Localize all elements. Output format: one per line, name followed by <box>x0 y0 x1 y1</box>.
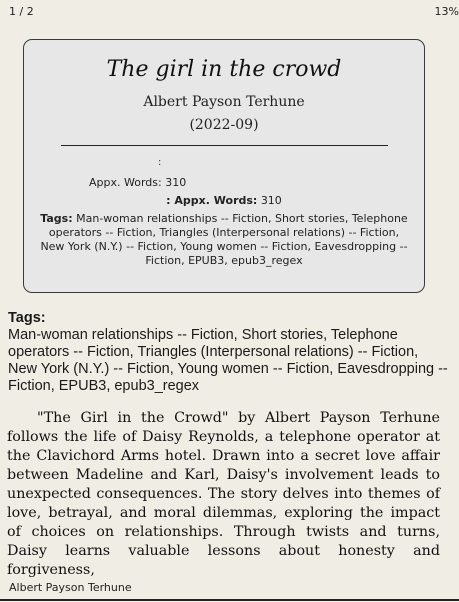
tags-heading: Tags: <box>8 310 46 326</box>
bottom-divider <box>0 599 459 601</box>
footer-author: Albert Payson Terhune <box>9 581 132 594</box>
word-count-strong <box>24 194 424 207</box>
tags-section <box>8 310 448 395</box>
card-tags-label: Tags: <box>40 212 73 225</box>
meta-separator: : <box>158 157 162 168</box>
book-title: The girl in the crowd <box>106 57 342 82</box>
word-count-label: Appx. Words: <box>89 176 162 189</box>
reader-status-bar <box>0 0 459 24</box>
divider <box>61 145 388 146</box>
tags-list: Man-woman relationships -- Fiction, Short stories, Telephone operators -- Fiction, Triangles (Interpersonal relations) -- Fiction, New York (N.Y.) -- Fiction, Young women -- Fiction, Eavesdropping -- Fiction, EPUB3, epub3_regex <box>8 327 448 394</box>
book-author: Albert Payson Terhune <box>143 94 305 110</box>
reading-progress-percent: 13% <box>434 5 459 18</box>
word-count-strong-value: 310 <box>260 194 282 207</box>
word-count-strong-label: : Appx. Words: <box>166 194 258 207</box>
book-date: (2022-09) <box>189 117 259 133</box>
word-count-value: 310 <box>165 176 187 189</box>
page-counter: 1 / 2 <box>9 5 34 18</box>
book-info-card <box>23 39 425 293</box>
card-tags <box>38 212 410 268</box>
word-count-plain <box>89 176 186 189</box>
card-tags-value: Man-woman relationships -- Fiction, Short stories, Telephone operators -- Fiction, Triangles (Interpersonal relations) -- Fiction, New York (N.Y.) -- Fiction, Young women -- Fiction, Eavesdropping -- Fiction, EPUB3, epub3_regex <box>40 212 408 267</box>
book-description: "The Girl in the Crowd" by Albert Payson Terhune follows the life of Daisy Reynolds, a telephone operator at the Clavichord Arms hotel. Drawn into a secret love affair between Madeline and Karl, Daisy's involvement leads to unexpected consequences. The story delves into themes of love, betrayal, and moral dilemmas, exploring the impact of choices on relationships. Through twists and turns, Daisy learns valuable lessons about honesty and forgiveness, <box>7 410 440 578</box>
